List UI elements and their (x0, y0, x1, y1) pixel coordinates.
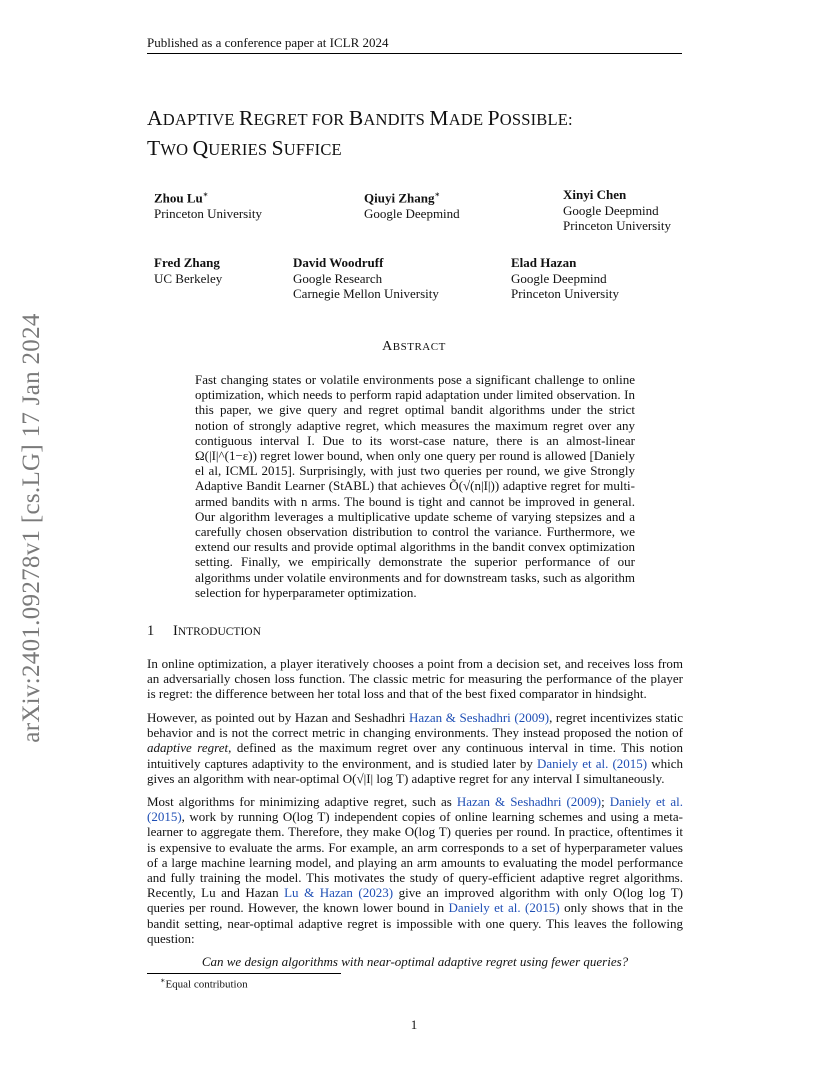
paper-title (147, 104, 707, 164)
emphasis-text: adaptive regret (147, 740, 229, 756)
citation-link[interactable]: Daniely et al. (2015) (536, 755, 648, 771)
title-line-2 (147, 134, 707, 164)
header-rule (147, 53, 682, 54)
smallcaps-initial: I (173, 623, 178, 639)
text-run: However, as pointed out by Hazan and Seshadhri (147, 710, 409, 725)
footnote: ∗Equal contribution (160, 976, 248, 991)
title-line-1 (147, 104, 707, 134)
author-affiliation: UC Berkeley (154, 270, 223, 286)
smallcaps-text: WO (160, 140, 193, 159)
smallcaps-initial: S (271, 136, 284, 160)
text-run: , regret incentivizes static behavior and is not the correct metric in changing environments. They instead proposed the notion of (147, 710, 683, 741)
paragraph (147, 710, 683, 786)
smallcaps-initial: R (239, 106, 254, 130)
text-run: Most algorithms for minimizing adaptive regret, such as (147, 794, 457, 809)
author-block (293, 255, 439, 302)
author-affiliation: Google Deepmind (364, 205, 460, 221)
section-heading (147, 623, 261, 640)
author-affiliation: Google Research (293, 270, 383, 286)
text-run: only shows that in the bandit setting, near-optimal adaptive regret is impossible with one query. This leaves the following question: (147, 900, 684, 946)
text-run: , defined as the maximum regret over any continuous interval in time. This notion intuitively captures adaptivity to the environment, and is studied later by (147, 740, 683, 771)
abstract-text: Fast changing states or volatile environments pose a significant challenge to online optimization, which needs to perform rapid adaptation under limited observation. In this paper, we give query and regret optimal bandit algorithms under the strict notion of strongly adaptive regret, which measures the maximum regret over any contiguous interval I. Due to its worst-case nature, there is an almost-linear Ω(|I|^(1−ε)) regret lower bound, when only one query per round is allowed [Daniely el al, ICML 2015]. Surprisingly, with just two queries per round, we give Strongly Adaptive Bandit Learner (StABL) that achieves Õ(√(n|I|)) adaptive regret for multi-armed bandits with n arms. The bound is tight and cannot be improved in general. Our algorithm leverages a multiplicative update scheme of varying stepsizes and a carefully chosen observation distribution to control the variance. Furthermore, we extend our results and provide optimal algorithms in the bandit convex optimization setting. Finally, we empirically demonstrate the superior performance of our algorithms under volatile environments and for downstream tasks, such as algorithm selection for hyperparameter optimization. (195, 372, 635, 600)
author-name: Qiuyi Zhang∗ (364, 190, 440, 206)
smallcaps-initial: M (429, 106, 449, 130)
author-affiliation: Google Deepmind (563, 202, 659, 218)
author-affiliation: Google Deepmind (511, 270, 607, 286)
author-affiliation: Princeton University (563, 218, 671, 233)
paragraph: In online optimization, a player iteratively chooses a point from a decision set, and receives loss from an adversarially chosen loss function. The classic metric for measuring the performance of the player is regret: the difference between her total loss and that of the best fixed comparator in hindsight. (147, 656, 683, 702)
author-affiliation: Princeton University (511, 286, 619, 301)
author-block (563, 187, 671, 234)
research-question: Can we design algorithms with near-optimal adaptive regret using fewer queries? (201, 954, 629, 969)
smallcaps-initial: A (147, 106, 163, 130)
author-block (154, 187, 262, 221)
smallcaps-text: UERIES (208, 140, 272, 159)
author-name: Xinyi Chen (563, 187, 627, 202)
text-run: ; (601, 794, 610, 809)
smallcaps-text: EGRET FOR (253, 110, 349, 129)
smallcaps-text: NTRODUCTION (177, 626, 261, 638)
abstract-heading (0, 339, 828, 355)
author-affiliation: Carnegie Mellon University (293, 286, 439, 301)
author-block (154, 255, 222, 286)
author-name: Zhou Lu∗ (154, 190, 209, 206)
author-block (511, 255, 619, 302)
smallcaps-initial: P (487, 106, 500, 130)
author-block (364, 187, 460, 221)
page-number: 1 (410, 1017, 418, 1032)
smallcaps-initial: T (147, 136, 161, 160)
citation-link[interactable]: Hazan & Seshadhri (2009) (456, 794, 602, 809)
smallcaps-text: OSSIBLE: (499, 110, 573, 129)
arxiv-stamp: arXiv:2401.09278v1 [cs.LG] 17 Jan 2024 (18, 313, 45, 743)
smallcaps-initial: A (382, 339, 393, 354)
text-run: , work by running O(log T) independent copies of online learning schemes and using a meta-learner to aggregate them. Therefore, they make O(log T) queries per round. In practice, oftentimes it is expensive to evaluate the arms. For example, an arm corresponds to a set of hyperparameter values of a large machine learning model, and playing an arm amounts to evaluating the model performance and fully training the model. This motivates the study of query-efficient adaptive regret algorithms. Recently, Lu and Hazan (147, 809, 683, 901)
smallcaps-initial: B (348, 106, 364, 130)
citation-link[interactable]: Daniely et al. (2015) (448, 900, 560, 916)
text-run: give an improved algorithm with only O(log log T) queries per round. However, the known lower bound in (147, 885, 683, 916)
smallcaps-initial: Q (192, 136, 209, 160)
smallcaps-text: UFFICE (283, 140, 342, 159)
smallcaps-text: DAPTIVE (162, 110, 240, 129)
author-name: David Woodruff (293, 255, 384, 270)
author-name: Elad Hazan (511, 255, 577, 270)
smallcaps-text: ADE (448, 110, 488, 129)
section-number: 1 (147, 623, 155, 639)
citation-link[interactable]: Lu & Hazan (2023) (284, 885, 394, 901)
text-run: which gives an algorithm with near-optimal O(√|I| log T) adaptive regret for any interval I simultaneously. (147, 755, 683, 786)
author-affiliation: Princeton University (154, 205, 262, 221)
paragraph (147, 794, 683, 946)
citation-link[interactable]: Hazan & Seshadhri (2009) (408, 710, 550, 725)
running-header: Published as a conference paper at ICLR 2024 (147, 35, 389, 50)
footnote-rule (147, 973, 341, 974)
author-name: Fred Zhang (154, 255, 220, 270)
smallcaps-text: ANDITS (363, 110, 430, 129)
section-title (173, 623, 261, 639)
smallcaps-text: BSTRACT (392, 341, 446, 353)
citation-link[interactable]: Daniely et al. (2015) (147, 794, 683, 825)
